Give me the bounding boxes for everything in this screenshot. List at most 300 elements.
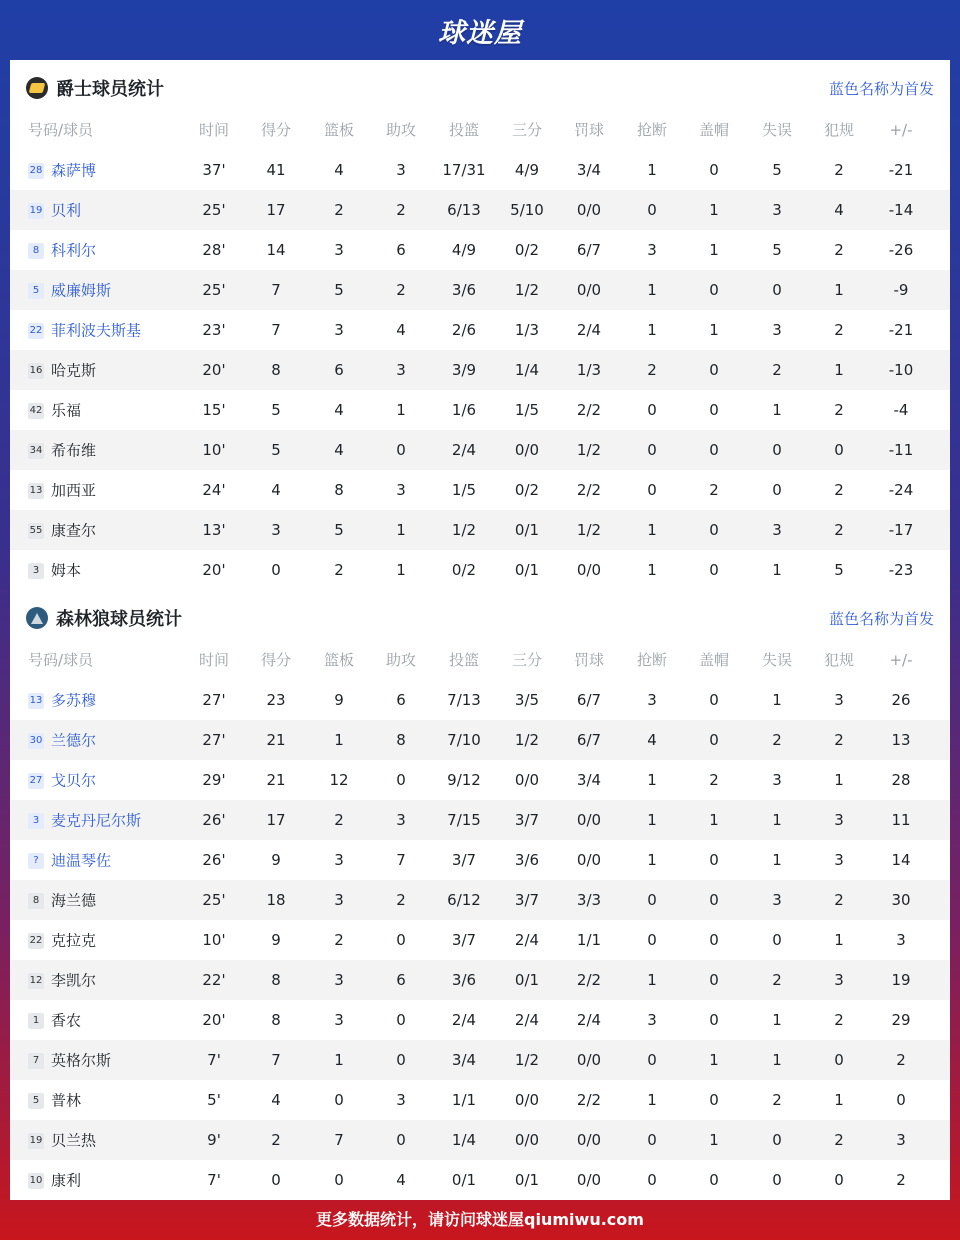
stat-steals: 2: [647, 361, 657, 379]
stat-points: 21: [266, 771, 286, 789]
player-cell: [28, 960, 198, 1000]
stat-plus-minus: -17: [888, 521, 914, 539]
column-header-fg: 投篮: [448, 121, 479, 139]
player-row[interactable]: [10, 230, 950, 270]
stat-three-pt: 0/1: [514, 521, 540, 539]
stat-turnovers: 2: [772, 361, 782, 379]
player-row[interactable]: [10, 800, 950, 840]
player-name[interactable]: 森萨博: [51, 161, 97, 180]
stat-steals: 0: [647, 1051, 657, 1069]
stat-blocks: 1: [709, 1131, 719, 1149]
jersey-number: 1: [28, 1013, 44, 1029]
logo-mark: [29, 83, 46, 93]
stat-points: 7: [271, 281, 281, 299]
stat-turnovers: 2: [772, 1091, 782, 1109]
stat-fg: 4/9: [451, 241, 477, 259]
stat-plus-minus: -10: [888, 361, 914, 379]
stat-turnovers: 0: [772, 931, 782, 949]
stat-time: 28': [202, 241, 226, 259]
stat-rebounds: 2: [334, 811, 344, 829]
stat-assists: 8: [396, 731, 406, 749]
stat-steals: 3: [647, 1011, 657, 1029]
stat-steals: 1: [647, 771, 657, 789]
stat-fouls: 1: [834, 281, 844, 299]
stat-plus-minus: -26: [888, 241, 914, 259]
stat-turnovers: 0: [772, 281, 782, 299]
player-name[interactable]: 戈贝尔: [51, 771, 97, 790]
stat-rebounds: 5: [334, 521, 344, 539]
player-name[interactable]: 多苏穆: [51, 691, 97, 710]
stat-time: 10': [202, 441, 226, 459]
column-header-turnovers: 失误: [761, 121, 792, 139]
stat-blocks: 0: [709, 401, 719, 419]
stat-fouls: 1: [834, 771, 844, 789]
stat-assists: 0: [396, 771, 406, 789]
stat-turnovers: 3: [772, 201, 782, 219]
stat-time: 25': [202, 281, 226, 299]
player-cell: [28, 680, 198, 720]
player-row[interactable]: [10, 1120, 950, 1160]
stat-points: 21: [266, 731, 286, 749]
player-cell: [28, 350, 198, 390]
stat-blocks: 1: [709, 1051, 719, 1069]
stat-rebounds: 4: [334, 441, 344, 459]
stat-rebounds: 0: [334, 1171, 344, 1189]
player-row[interactable]: [10, 150, 950, 190]
stat-ft: 2/4: [576, 1011, 602, 1029]
column-header-points: 得分: [260, 651, 291, 669]
player-row[interactable]: [10, 310, 950, 350]
stat-time: 22': [202, 971, 226, 989]
player-cell: [28, 510, 198, 550]
stat-three-pt: 1/2: [514, 1051, 540, 1069]
stat-fg: 1/4: [451, 1131, 477, 1149]
column-header-three-pt: 三分: [511, 121, 542, 139]
column-header-ft: 罚球: [573, 651, 604, 669]
stat-steals: 1: [647, 561, 657, 579]
stat-turnovers: 1: [772, 811, 782, 829]
jersey-number: 30: [28, 733, 44, 749]
stat-assists: 0: [396, 1011, 406, 1029]
stat-ft: 2/2: [576, 401, 602, 419]
stat-steals: 0: [647, 1131, 657, 1149]
stat-fg: 7/13: [447, 691, 481, 709]
stat-fg: 3/6: [451, 971, 477, 989]
stat-fouls: 3: [834, 971, 844, 989]
player-name[interactable]: 贝利: [51, 201, 82, 220]
column-header-time: 时间: [198, 651, 229, 669]
player-cell: [28, 470, 198, 510]
stat-ft: 0/0: [576, 201, 602, 219]
starter-note: 蓝色名称为首发: [828, 609, 934, 628]
stat-three-pt: 0/0: [514, 1091, 540, 1109]
player-row[interactable]: [10, 1080, 950, 1120]
stat-fouls: 2: [834, 1011, 844, 1029]
player-cell: [28, 550, 198, 590]
stat-assists: 0: [396, 441, 406, 459]
column-header-rebounds: 篮板: [323, 651, 354, 669]
stat-fg: 7/15: [447, 811, 481, 829]
player-cell: [28, 270, 198, 310]
stat-assists: 4: [396, 1171, 406, 1189]
stat-plus-minus: -21: [888, 161, 914, 179]
stat-fouls: 3: [834, 851, 844, 869]
player-row[interactable]: [10, 720, 950, 760]
player-row[interactable]: [10, 350, 950, 390]
stat-three-pt: 0/0: [514, 441, 540, 459]
jersey-number: 13: [28, 483, 44, 499]
qiumiwu-logo: 球迷屋: [438, 17, 522, 49]
player-cell: [28, 720, 198, 760]
stat-turnovers: 5: [772, 241, 782, 259]
stat-ft: 1/1: [576, 931, 602, 949]
player-name[interactable]: 克拉克: [51, 931, 97, 950]
jersey-number: 34: [28, 443, 44, 459]
stat-time: 25': [202, 201, 226, 219]
player-row[interactable]: [10, 1000, 950, 1040]
player-name[interactable]: 康利: [51, 1171, 82, 1190]
column-header-assists: 助攻: [385, 651, 416, 669]
stat-plus-minus: -23: [888, 561, 914, 579]
player-row[interactable]: [10, 1160, 950, 1200]
stat-points: 0: [271, 561, 281, 579]
stat-fouls: 2: [834, 891, 844, 909]
stat-blocks: 0: [709, 1011, 719, 1029]
stat-plus-minus: 30: [891, 891, 911, 909]
column-header-plus-minus: +/-: [889, 651, 913, 669]
stat-steals: 0: [647, 931, 657, 949]
player-name[interactable]: 贝兰热: [51, 1131, 97, 1150]
team-title: 森林狼球员统计: [56, 609, 182, 630]
stat-turnovers: 1: [772, 561, 782, 579]
stat-ft: 3/4: [576, 771, 602, 789]
stat-plus-minus: 2: [896, 1051, 906, 1069]
stat-three-pt: 0/2: [514, 241, 540, 259]
stat-plus-minus: -21: [888, 321, 914, 339]
stat-ft: 1/2: [576, 441, 602, 459]
stat-blocks: 1: [709, 321, 719, 339]
stat-time: 26': [202, 811, 226, 829]
stat-blocks: 2: [709, 771, 719, 789]
stat-fouls: 0: [834, 441, 844, 459]
stat-assists: 3: [396, 161, 406, 179]
stat-plus-minus: 3: [896, 1131, 906, 1149]
stat-points: 41: [266, 161, 286, 179]
player-name[interactable]: 威廉姆斯: [51, 281, 112, 300]
jersey-number: 12: [28, 973, 44, 989]
player-name[interactable]: 康查尔: [51, 521, 97, 540]
team-title: 爵士球员统计: [56, 79, 164, 100]
stat-blocks: 0: [709, 561, 719, 579]
jersey-number: 28: [28, 163, 44, 179]
stat-fg: 1/2: [451, 521, 477, 539]
player-row[interactable]: [10, 430, 950, 470]
stat-points: 8: [271, 361, 281, 379]
stat-turnovers: 0: [772, 1131, 782, 1149]
player-cell: [28, 880, 198, 920]
timberwolves-logo: [26, 607, 48, 629]
stat-rebounds: 2: [334, 201, 344, 219]
player-row[interactable]: [10, 470, 950, 510]
stat-three-pt: 1/2: [514, 281, 540, 299]
stat-steals: 1: [647, 521, 657, 539]
stat-assists: 3: [396, 361, 406, 379]
stat-fg: 3/6: [451, 281, 477, 299]
player-row[interactable]: [10, 550, 950, 590]
jersey-number: 27: [28, 773, 44, 789]
jersey-number: 10: [28, 1173, 44, 1189]
stat-steals: 0: [647, 441, 657, 459]
stat-assists: 1: [396, 561, 406, 579]
stat-steals: 0: [647, 481, 657, 499]
stat-points: 4: [271, 481, 281, 499]
player-name[interactable]: 乐福: [51, 401, 82, 420]
player-cell: [28, 1120, 198, 1160]
stat-fouls: 4: [834, 201, 844, 219]
jersey-number: 3: [28, 813, 44, 829]
stat-time: 7': [207, 1171, 221, 1189]
player-row[interactable]: [10, 680, 950, 720]
stat-steals: 1: [647, 161, 657, 179]
stat-time: 26': [202, 851, 226, 869]
stat-three-pt: 1/3: [514, 321, 540, 339]
stat-plus-minus: -24: [888, 481, 914, 499]
column-header-player: 号码/球员: [28, 121, 94, 139]
stat-ft: 6/7: [576, 691, 602, 709]
stat-points: 7: [271, 321, 281, 339]
stat-assists: 3: [396, 1091, 406, 1109]
stat-fouls: 1: [834, 1091, 844, 1109]
player-cell: [28, 430, 198, 470]
column-header-points: 得分: [260, 121, 291, 139]
player-row[interactable]: [10, 960, 950, 1000]
stat-fg: 0/2: [451, 561, 477, 579]
stat-blocks: 0: [709, 441, 719, 459]
stat-assists: 0: [396, 1051, 406, 1069]
column-header-assists: 助攻: [385, 121, 416, 139]
player-cell: [28, 1000, 198, 1040]
stat-time: 27': [202, 731, 226, 749]
player-cell: [28, 920, 198, 960]
player-name[interactable]: 海兰德: [51, 891, 97, 910]
stat-fouls: 5: [834, 561, 844, 579]
stat-assists: 1: [396, 521, 406, 539]
player-name[interactable]: 香农: [51, 1011, 82, 1030]
stat-steals: 0: [647, 201, 657, 219]
stat-fg: 6/12: [447, 891, 481, 909]
stat-blocks: 0: [709, 971, 719, 989]
stat-blocks: 0: [709, 161, 719, 179]
stat-three-pt: 5/10: [510, 201, 544, 219]
stat-plus-minus: 28: [891, 771, 911, 789]
stat-ft: 2/2: [576, 481, 602, 499]
player-row[interactable]: [10, 920, 950, 960]
stat-fg: 7/10: [447, 731, 481, 749]
stat-three-pt: 0/1: [514, 1171, 540, 1189]
column-header-plus-minus: +/-: [889, 121, 913, 139]
stat-steals: 1: [647, 1091, 657, 1109]
stat-ft: 3/3: [576, 891, 602, 909]
stat-points: 2: [271, 1131, 281, 1149]
stat-three-pt: 0/1: [514, 971, 540, 989]
player-name[interactable]: 麦克丹尼尔斯: [51, 811, 142, 830]
player-name[interactable]: 菲利波夫斯基: [51, 321, 142, 340]
stat-blocks: 0: [709, 851, 719, 869]
stat-points: 17: [266, 811, 286, 829]
stat-points: 9: [271, 851, 281, 869]
jersey-number: 8: [28, 243, 44, 259]
player-name[interactable]: 迪温琴佐: [51, 851, 112, 870]
stat-points: 0: [271, 1171, 281, 1189]
stat-plus-minus: 29: [891, 1011, 911, 1029]
player-row[interactable]: [10, 1040, 950, 1080]
stat-fg: 1/6: [451, 401, 477, 419]
stat-time: 5': [207, 1091, 221, 1109]
column-header-fouls: 犯规: [823, 651, 854, 669]
player-row[interactable]: [10, 880, 950, 920]
player-row[interactable]: [10, 840, 950, 880]
stat-points: 8: [271, 971, 281, 989]
stat-time: 37': [202, 161, 226, 179]
player-cell: [28, 1080, 198, 1120]
stat-assists: 0: [396, 931, 406, 949]
stat-blocks: 1: [709, 201, 719, 219]
stat-ft: 2/2: [576, 971, 602, 989]
stat-fouls: 3: [834, 811, 844, 829]
stat-points: 14: [266, 241, 286, 259]
jersey-number: 7: [28, 1053, 44, 1069]
player-name[interactable]: 姆本: [51, 561, 82, 580]
player-row[interactable]: [10, 760, 950, 800]
stat-turnovers: 1: [772, 1011, 782, 1029]
stat-turnovers: 3: [772, 891, 782, 909]
stat-plus-minus: -14: [888, 201, 914, 219]
stat-steals: 1: [647, 971, 657, 989]
stat-fouls: 0: [834, 1171, 844, 1189]
stat-fg: 6/13: [447, 201, 481, 219]
stat-time: 24': [202, 481, 226, 499]
player-cell: [28, 230, 198, 270]
player-name[interactable]: 科利尔: [51, 241, 97, 260]
stat-blocks: 0: [709, 1091, 719, 1109]
player-name[interactable]: 希布维: [51, 441, 97, 460]
column-header-rebounds: 篮板: [323, 121, 354, 139]
stat-points: 7: [271, 1051, 281, 1069]
player-row[interactable]: [10, 510, 950, 550]
stat-steals: 1: [647, 321, 657, 339]
stat-time: 7': [207, 1051, 221, 1069]
stat-blocks: 0: [709, 361, 719, 379]
stat-fg: 3/7: [451, 851, 477, 869]
stat-assists: 6: [396, 241, 406, 259]
stat-assists: 7: [396, 851, 406, 869]
table-header: [10, 110, 950, 150]
stat-assists: 1: [396, 401, 406, 419]
stat-time: 27': [202, 691, 226, 709]
player-cell: [28, 1040, 198, 1080]
stat-points: 17: [266, 201, 286, 219]
player-row[interactable]: [10, 190, 950, 230]
stat-points: 3: [271, 521, 281, 539]
stat-blocks: 0: [709, 731, 719, 749]
stat-steals: 4: [647, 731, 657, 749]
player-row[interactable]: [10, 390, 950, 430]
stat-assists: 2: [396, 201, 406, 219]
stat-rebounds: 1: [334, 731, 344, 749]
stat-three-pt: 0/2: [514, 481, 540, 499]
jazz-logo: [26, 77, 48, 99]
stat-rebounds: 1: [334, 1051, 344, 1069]
stat-assists: 6: [396, 691, 406, 709]
stat-fouls: 1: [834, 931, 844, 949]
player-name[interactable]: 英格尔斯: [51, 1051, 112, 1070]
stat-turnovers: 1: [772, 401, 782, 419]
stat-blocks: 0: [709, 691, 719, 709]
stat-fg: 2/4: [451, 441, 477, 459]
player-name[interactable]: 加西亚: [51, 481, 97, 500]
player-name[interactable]: 兰德尔: [51, 731, 97, 750]
stat-three-pt: 3/5: [514, 691, 540, 709]
stat-rebounds: 7: [334, 1131, 344, 1149]
stat-three-pt: 1/4: [514, 361, 540, 379]
stat-assists: 4: [396, 321, 406, 339]
stat-ft: 6/7: [576, 731, 602, 749]
stat-rebounds: 3: [334, 321, 344, 339]
stat-three-pt: 0/1: [514, 561, 540, 579]
player-name[interactable]: 哈克斯: [51, 361, 97, 380]
stat-plus-minus: -4: [893, 401, 909, 419]
player-name[interactable]: 普林: [51, 1091, 82, 1110]
stat-plus-minus: 14: [891, 851, 911, 869]
jersey-number: 42: [28, 403, 44, 419]
footer-banner[interactable]: 更多数据统计，请访问球迷屋qiumiwu.com: [316, 1210, 644, 1229]
player-row[interactable]: [10, 270, 950, 310]
stat-rebounds: 3: [334, 241, 344, 259]
stat-fg: 9/12: [447, 771, 481, 789]
stat-turnovers: 3: [772, 321, 782, 339]
stat-turnovers: 2: [772, 731, 782, 749]
jersey-number: 19: [28, 1133, 44, 1149]
stat-time: 10': [202, 931, 226, 949]
stat-assists: 3: [396, 811, 406, 829]
player-cell: [28, 840, 198, 880]
table-header: [10, 640, 950, 680]
stat-plus-minus: 26: [891, 691, 911, 709]
stat-steals: 1: [647, 811, 657, 829]
stat-blocks: 0: [709, 1171, 719, 1189]
stat-blocks: 0: [709, 281, 719, 299]
stat-fg: 3/9: [451, 361, 477, 379]
stat-blocks: 0: [709, 931, 719, 949]
stat-fg: 3/4: [451, 1051, 477, 1069]
stat-time: 20': [202, 1011, 226, 1029]
stat-points: 8: [271, 1011, 281, 1029]
stat-fg: 1/5: [451, 481, 477, 499]
stat-points: 23: [266, 691, 286, 709]
stat-three-pt: 2/4: [514, 1011, 540, 1029]
stat-plus-minus: 2: [896, 1171, 906, 1189]
stat-ft: 0/0: [576, 281, 602, 299]
stat-points: 18: [266, 891, 286, 909]
logo-mark: [31, 613, 43, 624]
column-header-fouls: 犯规: [823, 121, 854, 139]
stat-ft: 0/0: [576, 1171, 602, 1189]
jersey-number: 22: [28, 323, 44, 339]
stat-rebounds: 3: [334, 971, 344, 989]
player-name[interactable]: 李凯尔: [51, 971, 97, 990]
jersey-number: 55: [28, 523, 44, 539]
stat-plus-minus: 19: [891, 971, 911, 989]
